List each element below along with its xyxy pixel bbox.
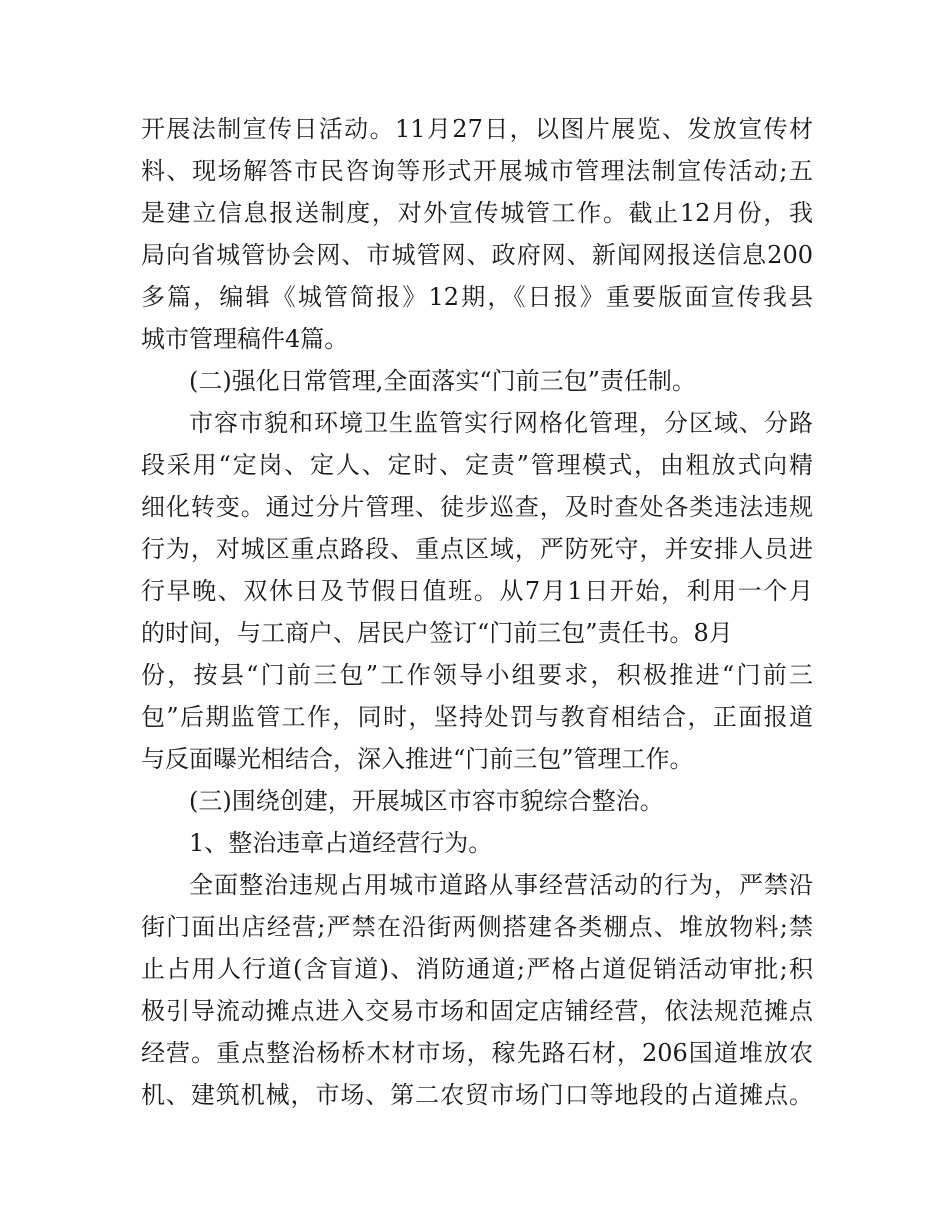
text-line: 开展法制宣传日活动。11月27日，以图片展览、发放宣传材 xyxy=(141,115,813,143)
text-line: 包”后期监管工作，同时，坚持处罚与教育相结合，正面报道 xyxy=(141,703,813,731)
text-line: 行早晚、双休日及节假日值班。从7月1日开始，利用一个月 xyxy=(141,577,813,605)
text-line: 与反面曝光相结合，深入推进“门前三包”管理工作。 xyxy=(141,745,694,773)
text-line: 极引导流动摊点进入交易市场和固定店铺经营，依法规范摊点 xyxy=(141,997,813,1025)
text-line: (二)强化日常管理,全面落实“门前三包”责任制。 xyxy=(189,367,696,395)
text-line: 止占用人行道(含盲道)、消防通道;严格占道促销活动审批;积 xyxy=(141,955,813,983)
text-line: 局向省城管协会网、市城管网、政府网、新闻网报送信息200 xyxy=(141,241,813,269)
text-line: 1、整治违章占道经营行为。 xyxy=(189,829,493,857)
text-line: 街门面出店经营;严禁在沿街两侧搭建各类棚点、堆放物料;禁 xyxy=(141,913,813,941)
text-line: 城市管理稿件4篇。 xyxy=(141,325,349,353)
text-line: 的时间，与工商户、居民户签订“门前三包”责任书。8月 xyxy=(141,619,733,647)
text-line: 料、现场解答市民咨询等形式开展城市管理法制宣传活动;五 xyxy=(141,157,813,185)
text-line: 全面整治违规占用城市道路从事经营活动的行为，严禁沿 xyxy=(189,871,813,899)
text-line: 份，按县“门前三包”工作领导小组要求，积极推进“门前三 xyxy=(141,661,813,689)
text-line: (三)围绕创建，开展城区市容市貌综合整治。 xyxy=(189,787,664,815)
text-line: 行为，对城区重点路段、重点区域，严防死守，并安排人员进 xyxy=(141,535,813,563)
text-line: 机、建筑机械，市场、第二农贸市场门口等地段的占道摊点。 xyxy=(141,1081,813,1109)
text-line: 经营。重点整治杨桥木材市场，稼先路石材，206国道堆放农 xyxy=(141,1039,813,1067)
text-line: 段采用“定岗、定人、定时、定责”管理模式，由粗放式向精 xyxy=(141,451,813,479)
document-body xyxy=(141,108,813,1116)
text-line: 多篇，编辑《城管简报》12期，《日报》重要版面宣传我县 xyxy=(141,283,813,311)
text-line: 是建立信息报送制度，对外宣传城管工作。截止12月份，我 xyxy=(141,199,813,227)
text-line: 市容市貌和环境卫生监管实行网格化管理，分区域、分路 xyxy=(189,409,813,437)
text-line: 细化转变。通过分片管理、徒步巡查，及时查处各类违法违规 xyxy=(141,493,813,521)
